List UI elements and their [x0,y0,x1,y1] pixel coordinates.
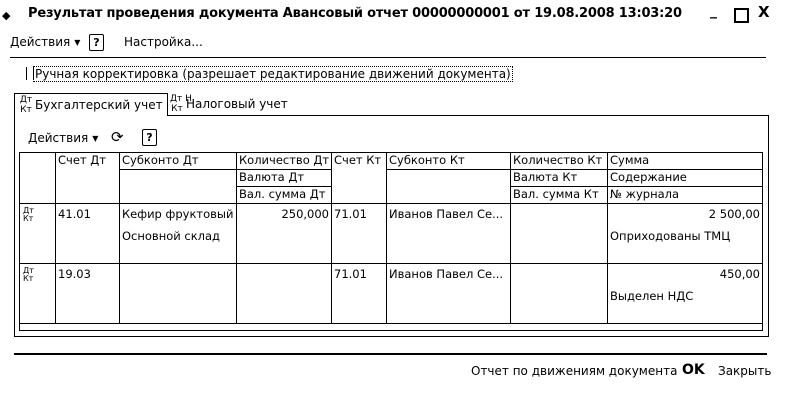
close-window-button[interactable]: X [758,3,770,21]
tab-tax-label: Налоговый учет [186,97,288,111]
menu-actions-label: Действия [10,35,71,49]
cell-subconto-kt[interactable]: Иванов Павел Се... [387,264,511,324]
header-currency-dt[interactable]: Валюта Дт [237,170,332,187]
entry-icon: Дт Кт [20,204,56,264]
cell-qty-kt[interactable] [511,204,608,264]
cell-account-kt[interactable]: 71.01 [332,204,387,264]
header-subconto-kt-2 [387,170,511,204]
header-subconto-dt-2 [120,170,237,204]
header-currency-kt[interactable]: Валюта Кт [511,170,608,187]
header-account-dt[interactable]: Счет Дт [56,153,120,204]
cell-qty-dt[interactable] [237,264,332,324]
cell-sum[interactable]: 450,00 Выделен НДС [608,264,763,324]
chevron-down-icon: ▼ [74,38,81,47]
footer-separator [14,353,767,355]
header-qty-dt[interactable]: Количество Дт [237,153,332,170]
cell-subconto-kt[interactable]: Иванов Павел Се... [387,204,511,264]
table-row[interactable] [20,264,763,324]
tab-accounting[interactable] [14,93,168,116]
cell-account-dt[interactable]: 41.01 [56,204,120,264]
maximize-button[interactable] [734,8,749,23]
cell-account-dt[interactable]: 19.03 [56,264,120,324]
table-row[interactable] [20,204,763,264]
toolbar-actions-label: Действия [28,131,89,145]
header-content[interactable]: Содержание [608,170,763,187]
cell-account-kt[interactable]: 71.01 [332,264,387,324]
grid-header-icon-cell [20,153,56,204]
close-button[interactable]: Закрыть [718,364,772,378]
refresh-icon[interactable]: ⟳ [111,128,124,146]
tab-accounting-label: Бухгалтерский учет [35,98,163,112]
app-icon: ◆ [2,9,11,22]
movements-report-button[interactable]: Отчет по движениям документа [471,364,678,378]
window-title: Результат проведения документа Авансовый отчет 00000000001 от 19.08.2008 13:03:20 [28,6,682,21]
header-cur-sum-dt[interactable]: Вал. сумма Дт [237,187,332,204]
tax-tab-icon: Дт Н Кт [170,94,192,114]
ok-button[interactable]: OK [682,362,705,378]
menu-settings-button[interactable]: Настройка... [124,35,203,49]
chevron-down-icon: ▼ [92,134,99,143]
tab-tax[interactable] [166,93,302,115]
menu-help-button[interactable]: ? [89,34,104,51]
entry-icon: Дт Кт [20,264,56,324]
manual-correction-label[interactable]: Ручная корректировка (разрешает редактирование движений документа) [35,67,511,81]
menu-bar [0,30,793,54]
header-subconto-kt[interactable]: Субконто Кт [387,153,511,170]
header-cur-sum-kt[interactable]: Вал. сумма Кт [511,187,608,204]
header-subconto-dt[interactable]: Субконто Дт [120,153,237,170]
toolbar-actions-button[interactable] [28,131,98,145]
header-journal-no[interactable]: № журнала [608,187,763,204]
header-qty-kt[interactable]: Количество Кт [511,153,608,170]
grid-empty-row [20,324,763,331]
accounting-tab-icon: Дт Кт [19,95,33,115]
header-account-kt[interactable]: Счет Кт [332,153,387,204]
cell-subconto-dt[interactable]: Кефир фруктовый Основной склад [120,204,237,264]
menu-separator [10,57,766,58]
header-sum[interactable]: Сумма [608,153,763,170]
toolbar-help-button[interactable]: ? [142,129,157,146]
cell-qty-kt[interactable] [511,264,608,324]
minimize-button[interactable]: _ [710,3,717,19]
cell-subconto-dt[interactable] [120,264,237,324]
cell-sum[interactable]: 2 500,00 Оприходованы ТМЦ [608,204,763,264]
movements-grid [19,152,763,331]
menu-actions-button[interactable] [10,35,80,49]
title-bar [0,0,793,30]
cell-qty-dt[interactable]: 250,000 [237,204,332,264]
